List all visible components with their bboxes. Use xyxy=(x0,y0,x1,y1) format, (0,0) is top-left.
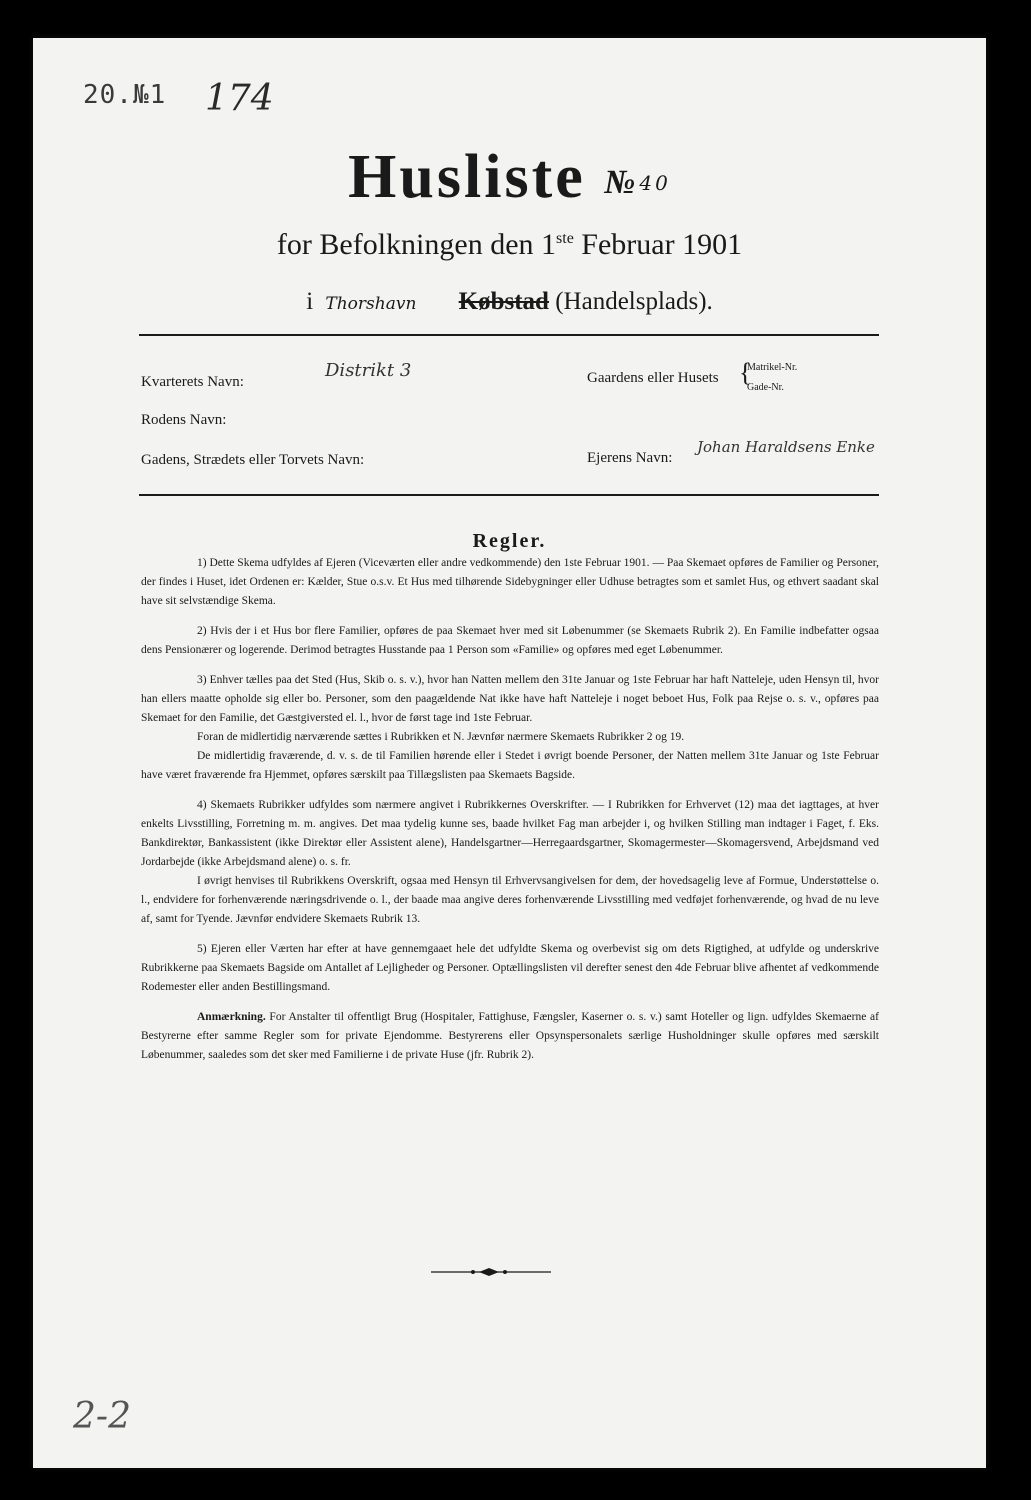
rule-paragraph: 4) Skemaets Rubrikker udfyldes som nærmere angivet i Rubrikkernes Overskrifter. — I Rubrikken for Erhvervet (12) maa det iagttages, at hver enkelts Livsstilling, Forretning m. m. angives. Det maa tydelig kunne ses, baade hvilket Fag man arbejder i, og hvilken Stilling man indtager i Faget, f. Eks. Bankdirektør, Bankassistent (ikke Direktør eller Assistent alene), Handelsgartner—Herregaardsgartner, Skomagermester—Skomagersvend, Arbejdsmand ved Jordarbejde (ikke Arbejdsmand alene) o. s. fr. xyxy=(141,799,879,868)
gade-label: Gadens, Strædets eller Torvets Navn: xyxy=(141,452,365,468)
matrikel-label: Matrikel-Nr. xyxy=(747,362,798,373)
note-text: For Anstalter til offentligt Brug (Hospitaler, Fattighuse, Fængsler, Kaserner o. s. v.) samt Hoteller og lign. udfyldes Skemaerne af Bestyrerne efter samme Regler som for private Ejendomme. Bestyrerens eller Opsynspersonalets særlige Husholdninger skulle opføres med særskilt Løbenummer, saaledes som det sker med Familierne i de private Huse (jfr. Rubrik 2). xyxy=(141,1011,879,1061)
subtitle-sup: ste xyxy=(556,230,574,247)
rule-paragraph: 1) Dette Skema udfyldes af Ejeren (Viceværten eller andre vedkommende) den 1ste Februar 1901. — Paa Skemaet opføres de Familier og Personer, der findes i Huset, idet Ordenen er: Kælder, Stue o.s.v. Et Hus med tilhørende Sidebygninger eller Udhuse betragtes som et samlet Hus, og ethvert saadant skal have sit selvstændige Skema. xyxy=(141,557,879,607)
archive-stamp-number: 20.№1 xyxy=(83,80,167,110)
rule-paragraph: De midlertidig fraværende, d. v. s. de til Familien hørende eller i Stedet i øvrigt boende Personer, der Natten mellem 31te Januar og 1ste Februar have været fraværende fra Hjemmet, opføres særskilt paa Tillægslisten paa Skemaets Bagside. xyxy=(141,750,879,781)
rode-label: Rodens Navn: xyxy=(141,412,227,428)
ejer-label: Ejerens Navn: xyxy=(587,450,673,466)
location-line xyxy=(33,288,986,316)
divider-top xyxy=(139,334,879,336)
rule-paragraph: Foran de midlertidig nærværende sættes i Rubrikken et N. Jævnfør nærmere Skemaets Rubrikker 2 og 19. xyxy=(197,731,685,743)
location-place-handwritten: Thorshavn xyxy=(325,294,417,314)
rule-paragraph: 2) Hvis der i et Hus bor flere Familier, opføres de paa Skemaet hver med sit Løbenummer (se Skemaets Rubrik 2). En Familie indbefatter ogsaa dens Pensionærer og logerende. Derimod betragtes Husstande paa 1 Person som «Familie» og opføres med eget Løbenummer. xyxy=(141,625,879,656)
brace-icon: { xyxy=(739,358,752,387)
rules-heading: Regler. xyxy=(472,530,547,552)
subtitle-pre: for Befolkningen den 1 xyxy=(276,228,557,261)
ejer-value: Johan Haraldsens Enke xyxy=(697,438,875,456)
location-struck-word: Købstad xyxy=(458,288,549,315)
gaard-label: Gaardens eller Husets xyxy=(587,370,719,386)
location-prefix: i xyxy=(306,288,314,315)
handwritten-page-number: 174 xyxy=(205,78,274,119)
kvarter-label: Kvarterets Navn: xyxy=(141,374,244,390)
matrikel-gade-labels xyxy=(739,358,798,398)
rules-body xyxy=(141,554,879,1065)
list-number: 40 xyxy=(639,170,671,195)
note-label: Anmærkning. xyxy=(197,1011,266,1023)
form-subtitle xyxy=(33,228,986,262)
divider-bottom xyxy=(139,494,879,496)
form-title xyxy=(33,142,986,213)
number-sign: № xyxy=(604,163,636,201)
rule-paragraph: 3) Enhver tælles paa det Sted (Hus, Skib o. s. v.), hvor han Natten mellem den 31te Januar og 1ste Februar har haft Natteleje, uden Hensyn til, hvor han ellers maatte opholde sig eller bo. Personer, som den paagældende Nat ikke have haft Natteleje i noget beboet Hus, Folk paa Rejse o. s. v., opføres paa Skemaet for den Familie, det Gæstgiversted el. l., hvor de først tage ind 1ste Februar. xyxy=(141,674,879,724)
census-form-page xyxy=(33,38,986,1468)
rule-paragraph: I øvrigt henvises til Rubrikkens Overskrift, ogsaa med Hensyn til Erhvervsangivelsen for dem, der hovedsagelig leve af Formue, Understøttelse o. l., endvidere for forhenværende næringsdrivende o. l., der baade maa angive deres forhenværende Livsstilling med vedføjet forhenværende, og hvad de nu leve af, samt for Tyende. Jævnfør endvidere Skemaets Rubrik 13. xyxy=(141,875,879,925)
location-suffix: (Handelsplads). xyxy=(555,288,713,315)
ornament-divider-icon xyxy=(431,1266,551,1278)
subtitle-post: Februar 1901 xyxy=(573,228,743,261)
title-text: Husliste xyxy=(348,143,586,211)
gadenr-label: Gade-Nr. xyxy=(747,382,784,393)
kvarter-value: Distrikt 3 xyxy=(325,360,412,381)
note-paragraph xyxy=(141,1008,879,1065)
corner-handwritten-note: 2-2 xyxy=(73,1396,131,1437)
rule-paragraph: 5) Ejeren eller Værten har efter at have gennemgaaet hele det udfyldte Skema og overbevist sig om dets Rigtighed, at udfylde og underskrive Rubrikkerne paa Skemaets Bagside om Antallet af Lejligheder og Personer. Optællingslisten vil derefter senest den 4de Februar blive afhentet af vedkommende Rodemester eller anden Bestillingsmand. xyxy=(141,943,879,993)
